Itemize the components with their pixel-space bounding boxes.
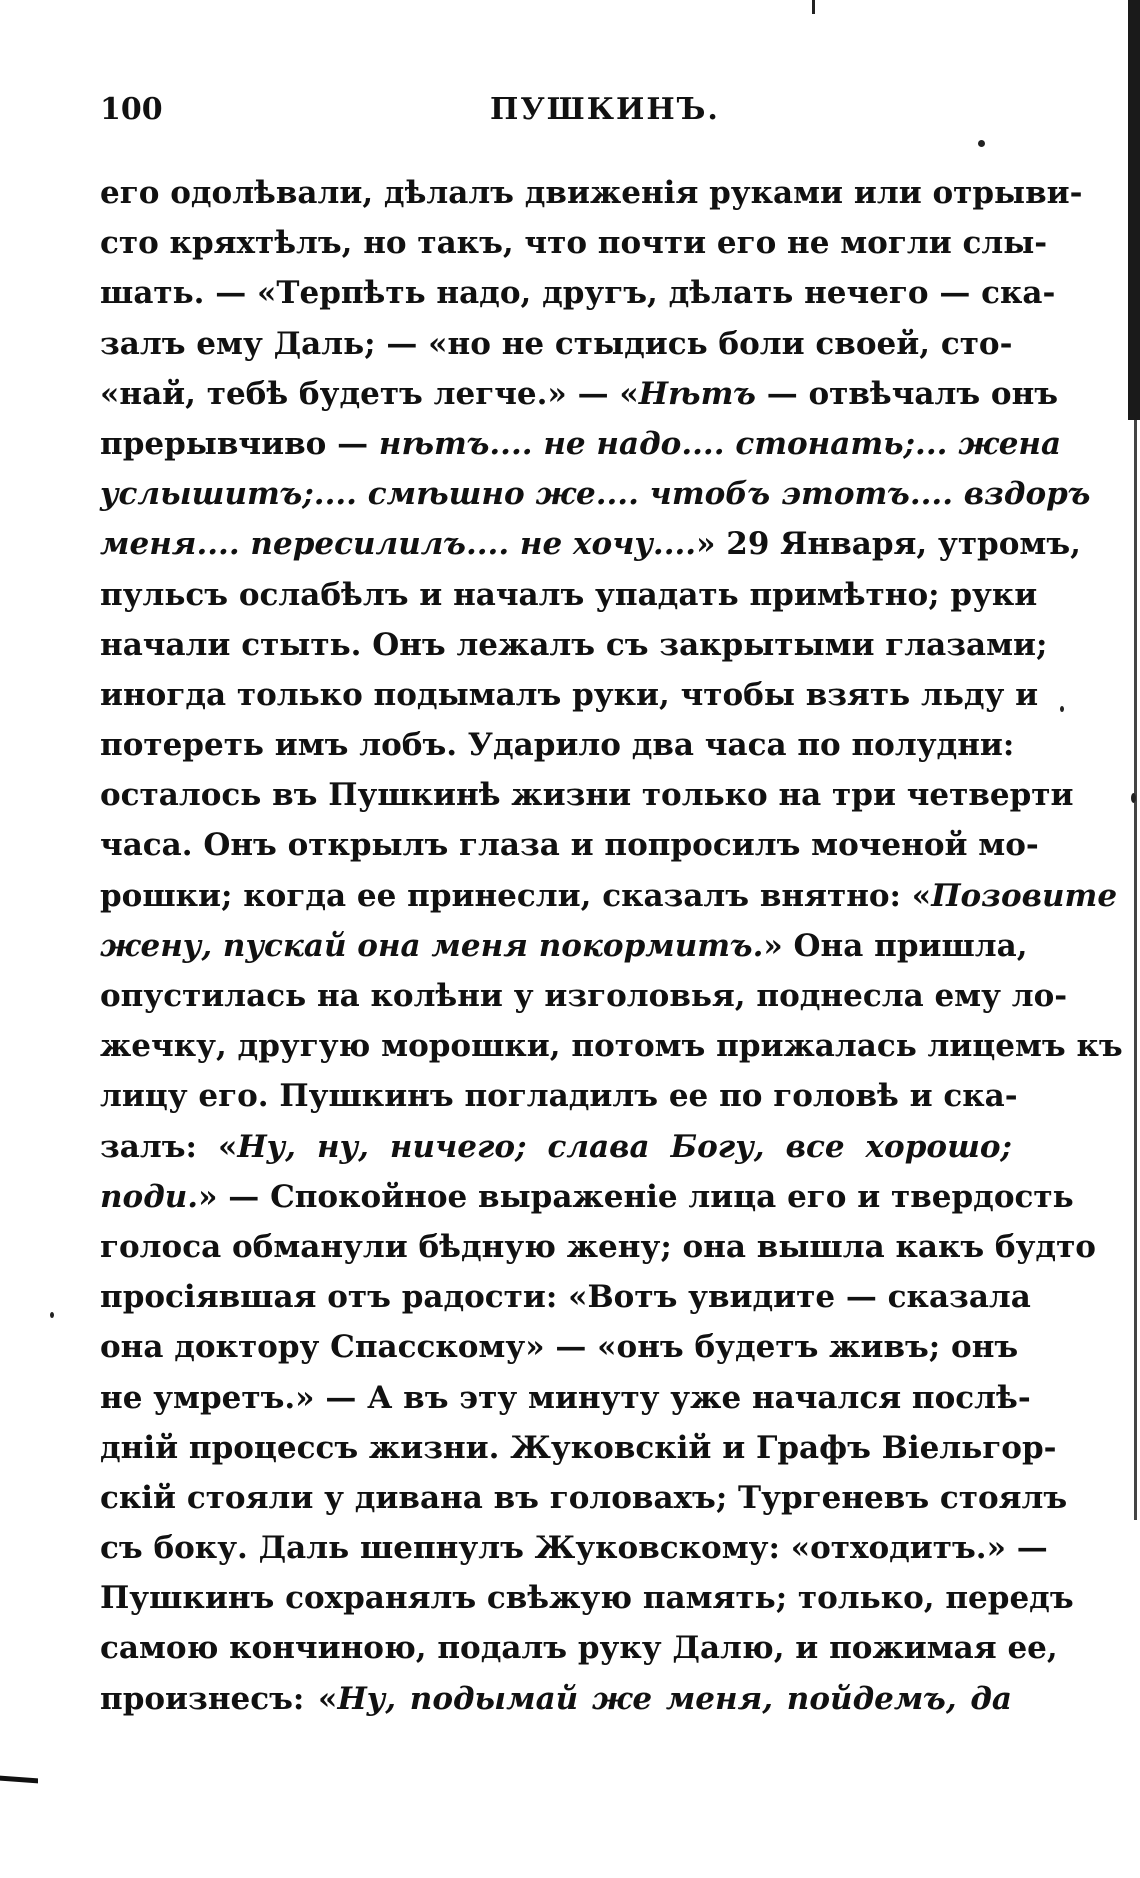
scan-speck: [50, 1312, 54, 1318]
text-line: [100, 1473, 1068, 1523]
scan-edge-line: [1134, 420, 1137, 1520]
text-segment: просіявшая отъ радости: «Вотъ увидите — сказала: [100, 1279, 1031, 1316]
text-line: [100, 1222, 1096, 1272]
italic-text: Ну, ну, ничего; слава Богу, все хорошо;: [237, 1128, 1012, 1165]
italic-text: Нѣтъ: [638, 375, 756, 412]
text-line: [100, 570, 1038, 620]
scan-mark: [812, 0, 815, 14]
text-segment: пульсъ ослабѣлъ и началъ упадать примѣтно; руки: [100, 576, 1038, 613]
text-line: [100, 319, 1012, 369]
text-segment: голоса обманули бѣдную жену; она вышла какъ будто: [100, 1228, 1096, 1265]
text-segment: » — Спокойное выраженіе лица его и твердость: [198, 1178, 1074, 1215]
text-segment: рошки; когда ее принесли, сказалъ внятно: «: [100, 877, 932, 914]
text-line: [100, 519, 1081, 569]
text-line: [100, 871, 1118, 921]
text-segment: » 29 Января, утромъ,: [696, 526, 1081, 563]
text-line: [100, 1674, 1012, 1724]
text-line: [100, 1322, 1019, 1372]
text-line: [100, 921, 1028, 971]
italic-text: меня.... пересилилъ.... не хочу....: [100, 526, 697, 563]
text-segment: — отвѣчалъ онъ: [755, 375, 1059, 412]
text-segment: его одолѣвали, дѣлалъ движенія руками или отрыви-: [100, 175, 1083, 211]
scan-mark: [0, 1776, 38, 1784]
text-line: [100, 1523, 1048, 1573]
text-line: [100, 971, 1068, 1021]
italic-text: услышитъ;.... смѣшно же.... чтобъ этотъ.... вздоръ: [100, 476, 1091, 513]
text-segment: залъ ему Даль; — «но не стыдись боли своей, сто-: [100, 325, 1013, 362]
text-line: [100, 1272, 1031, 1322]
text-line: [100, 1021, 1123, 1071]
text-segment: прерывчиво —: [100, 425, 379, 462]
scan-speck: [1131, 793, 1136, 803]
body-text: [100, 168, 1123, 1724]
text-line: [100, 1122, 1012, 1172]
text-segment: дній процессъ жизни. Жуковскій и Графъ Віельгор-: [100, 1429, 1057, 1466]
text-line: [100, 770, 1074, 820]
text-line: [100, 1172, 1074, 1222]
text-line: [100, 670, 1039, 720]
text-segment: Пушкинъ сохранялъ свѣжую память; только, передъ: [100, 1580, 1074, 1617]
text-segment: опустилась на колѣни у изголовья, поднесла ему ло-: [100, 978, 1068, 1014]
text-line: [100, 419, 1062, 469]
text-segment: потереть имъ лобъ. Ударило два часа по полудни:: [100, 727, 1015, 764]
page-header: [100, 92, 1000, 142]
text-segment: часа. Онъ открылъ глаза и попросилъ моченой мо-: [100, 827, 1039, 864]
text-segment: осталось въ Пушкинѣ жизни только на три четверти: [100, 777, 1074, 814]
text-segment: самою кончиною, подалъ руку Далю, и пожимая ее,: [100, 1630, 1058, 1667]
scan-speck: [978, 140, 985, 147]
italic-text: поди.: [100, 1178, 199, 1215]
italic-text: нѣтъ.... не надо.... стонать;... жена: [378, 425, 1062, 462]
text-segment: сто кряхтѣлъ, но такъ, что почти его не могли слы-: [100, 225, 1048, 262]
text-line: [100, 268, 1056, 318]
italic-text: Позовите: [931, 877, 1118, 914]
running-head: ПУШКИНЪ.: [490, 92, 720, 127]
italic-text: Ну, подымай же меня, пойдемъ, да: [337, 1680, 1013, 1717]
text-line: [100, 469, 1091, 519]
text-segment: начали стыть. Онъ лежалъ съ закрытыми глазами;: [100, 626, 1048, 663]
text-segment: иногда только подымалъ руки, чтобы взять льду и: [100, 676, 1039, 713]
text-line: [100, 620, 1048, 670]
text-segment: не умретъ.» — А въ эту минуту уже начался послѣ-: [100, 1379, 1031, 1416]
text-segment: залъ: «: [100, 1128, 238, 1165]
text-segment: скій стояли у дивана въ головахъ; Тургеневъ стоялъ: [100, 1479, 1068, 1516]
text-line: [100, 1573, 1074, 1623]
italic-text: жену, пускай она меня покормитъ.: [100, 927, 764, 964]
text-line: [100, 720, 1015, 770]
text-line: [100, 168, 1083, 218]
scan-edge-shadow: [1128, 0, 1140, 420]
text-line: [100, 218, 1048, 268]
page-number: 100: [100, 92, 163, 127]
text-segment: лицу его. Пушкинъ погладилъ ее по головѣ и ска-: [100, 1078, 1018, 1115]
text-segment: шать. — «Терпѣть надо, другъ, дѣлать нечего — ска-: [100, 275, 1056, 312]
text-line: [100, 820, 1039, 870]
text-segment: «най, тебѣ будетъ легче.» — «: [100, 375, 639, 412]
text-segment: произнесъ: «: [100, 1680, 338, 1717]
text-line: [100, 1071, 1018, 1121]
text-segment: она доктору Спасскому» — «онъ будетъ живъ; онъ: [100, 1329, 1019, 1366]
text-segment: » Она пришла,: [763, 927, 1028, 964]
text-line: [100, 1423, 1057, 1473]
text-line: [100, 369, 1059, 419]
text-segment: жечку, другую морошки, потомъ прижалась лицемъ къ: [100, 1028, 1123, 1065]
scan-speck: [1060, 706, 1064, 712]
text-line: [100, 1623, 1058, 1673]
text-segment: съ боку. Даль шепнулъ Жуковскому: «отходитъ.» —: [100, 1530, 1048, 1567]
text-line: [100, 1373, 1031, 1423]
